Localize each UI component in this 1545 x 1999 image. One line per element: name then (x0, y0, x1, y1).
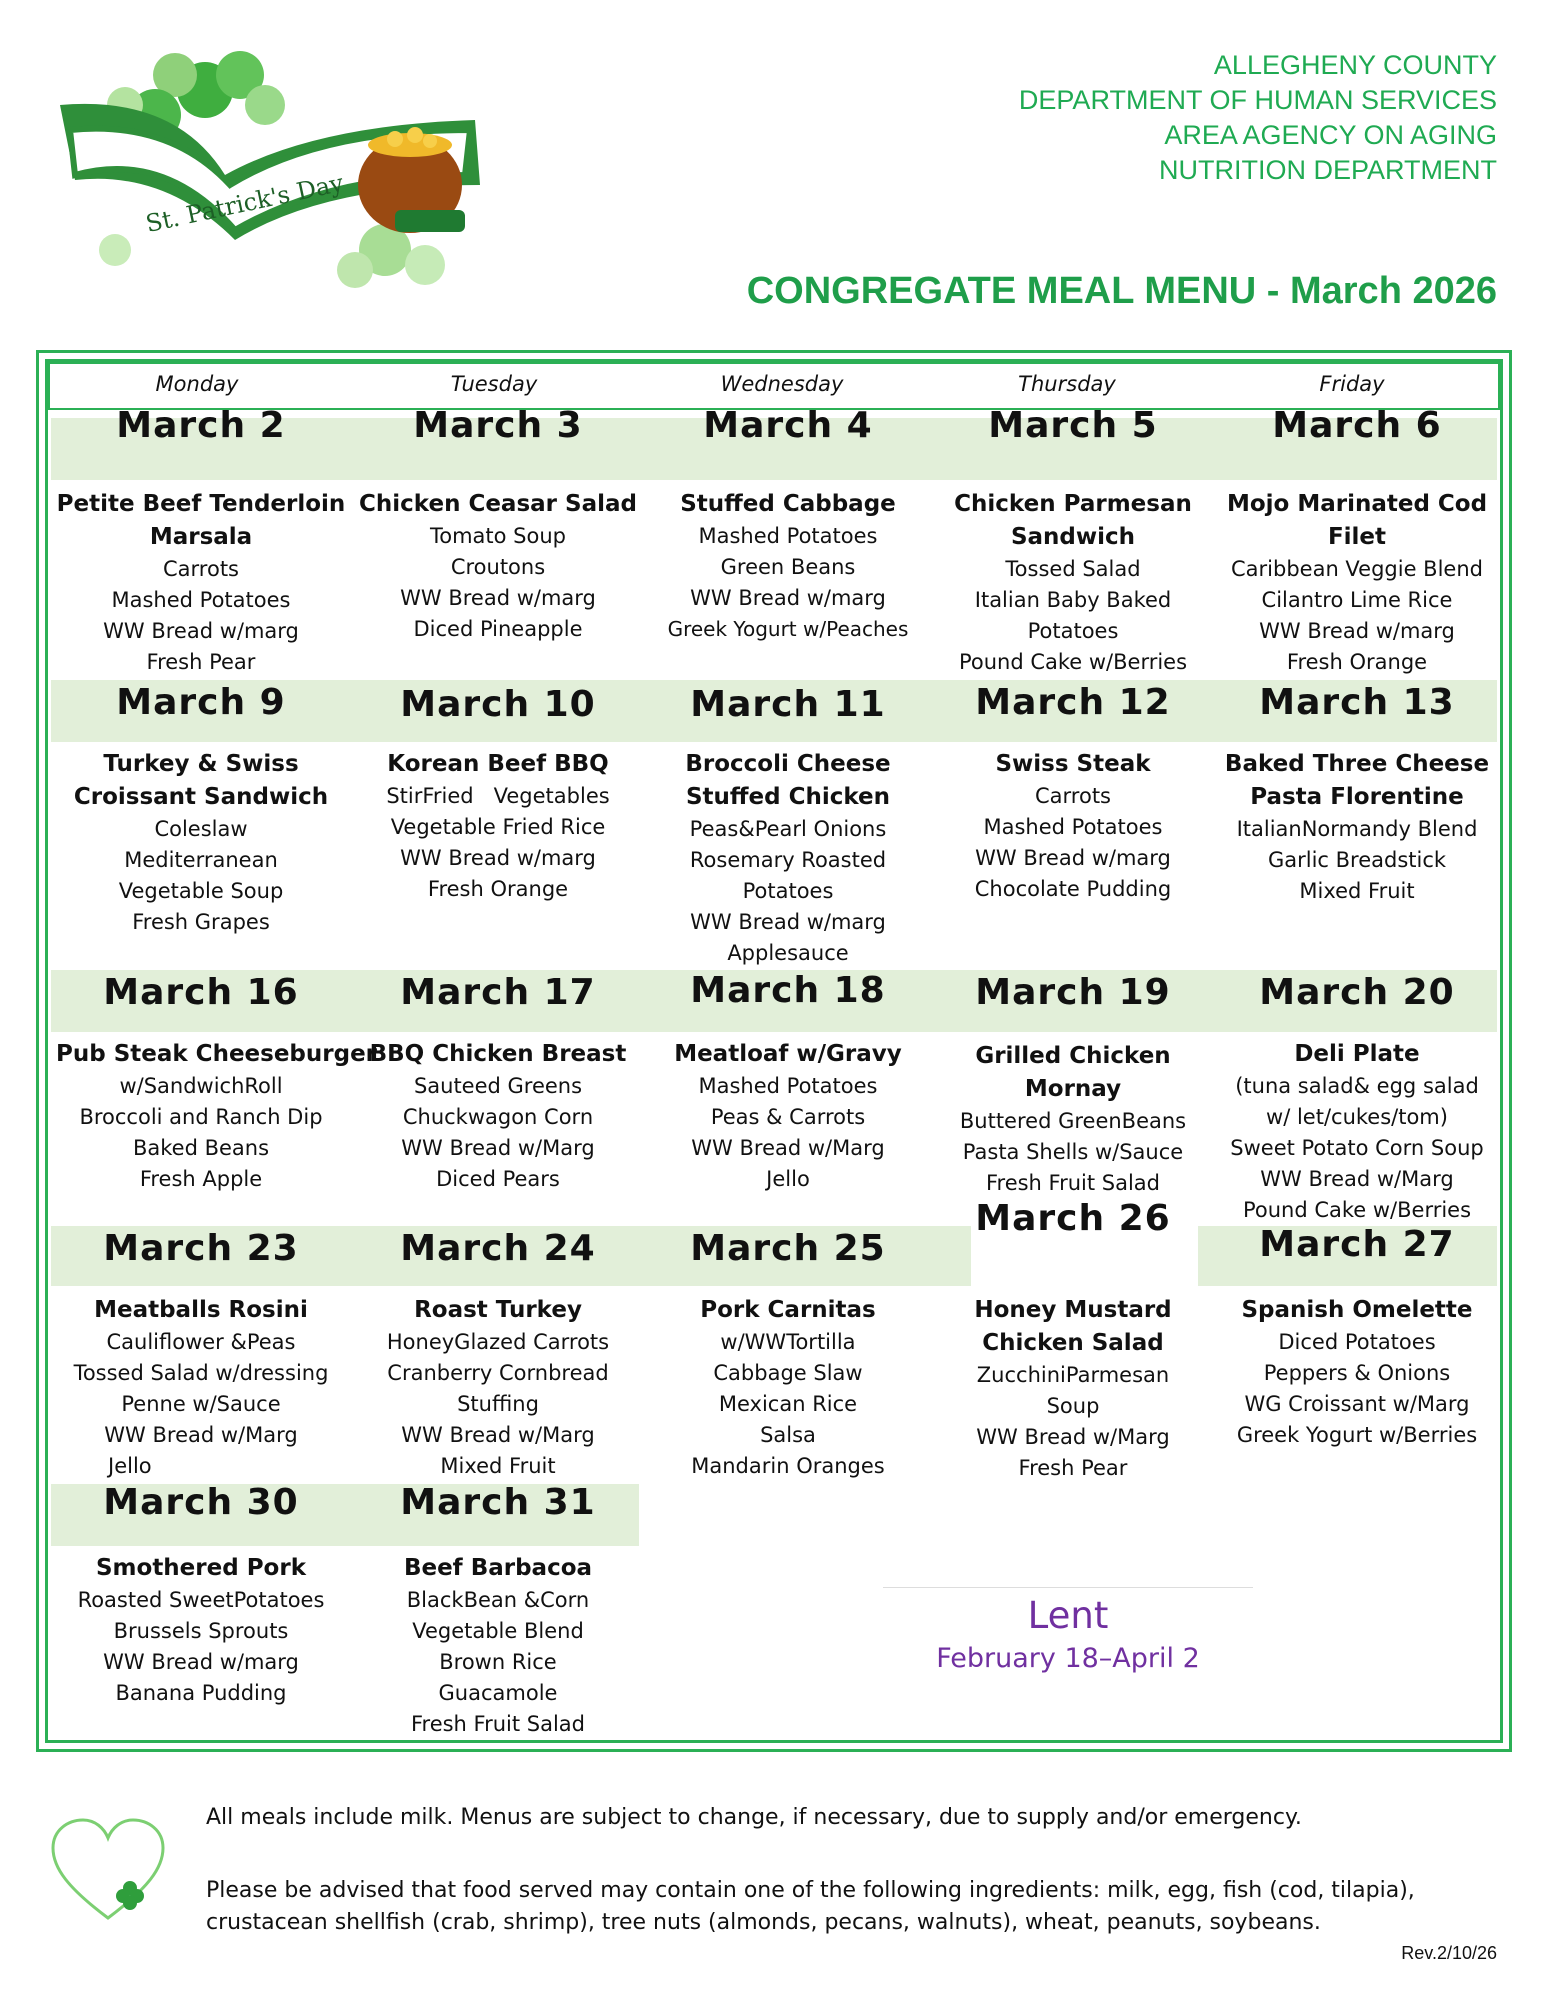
side-item: Greek Yogurt w/Berries (1236, 1423, 1478, 1447)
menu-cell (56, 748, 346, 938)
menu-cell (56, 1294, 346, 1482)
side-item: Diced Potatoes (1278, 1330, 1436, 1354)
menu-cell (928, 1294, 1218, 1484)
side-item: Potatoes (1027, 619, 1119, 643)
side-item: BlackBean &Corn (406, 1588, 590, 1612)
agency-block (1019, 48, 1497, 188)
side-item: Soup (1046, 1394, 1100, 1418)
main-dish: Stuffed Cabbage (680, 491, 896, 517)
weekday-header (48, 362, 1500, 410)
main-dish: Korean Beef BBQ (387, 751, 609, 777)
date-march-17: March 17 (400, 972, 596, 1013)
side-item: Brown Rice (439, 1650, 557, 1674)
side-item: Tossed Salad (1005, 557, 1141, 581)
allergen-note: Please be advised that food served may contain one of the following ingredients: milk, egg, fish (cod, tilapia), crustacean shellfish (crab, shrimp), tree nuts (almonds, pecans, walnuts), wheat, peanuts, soybeans. (206, 1878, 1415, 1935)
main-dish: Pub Steak Cheeseburger (56, 1041, 378, 1067)
side-item: Croutons (450, 555, 546, 579)
side-item: WW Bread w/marg (103, 619, 299, 643)
side-item: Jello (108, 1454, 152, 1478)
side-item: Applesauce (727, 941, 849, 965)
side-item: Sauteed Greens (413, 1074, 583, 1098)
side-item: Peas & Carrots (710, 1105, 866, 1129)
date-march-16: March 16 (103, 972, 299, 1013)
menu-cell (1212, 748, 1502, 907)
date-march-24: March 24 (400, 1228, 596, 1269)
agency-line: AREA AGENCY ON AGING (1164, 120, 1497, 150)
weekday-wednesday: Wednesday (720, 372, 844, 396)
side-item: Guacamole (438, 1681, 558, 1705)
side-item: Cabbage Slaw (713, 1361, 863, 1385)
date-march-20: March 20 (1259, 972, 1455, 1013)
date-march-5: March 5 (988, 405, 1158, 446)
side-item: Tossed Salad w/dressing (73, 1361, 329, 1385)
menu-cell (1212, 1294, 1502, 1451)
side-item: Coleslaw (154, 817, 248, 841)
side-item: Carrots (163, 557, 239, 581)
side-item: Diced Pineapple (413, 617, 583, 641)
side-item: Stuffing (457, 1392, 539, 1416)
side-item: Fresh Apple (139, 1167, 263, 1191)
side-item: WW Bread w/Marg (976, 1425, 1170, 1449)
side-item: WG Croissant w/Marg (1244, 1392, 1470, 1416)
side-item: Cranberry Cornbread (387, 1361, 609, 1385)
date-march-10: March 10 (400, 684, 596, 725)
side-item: Sweet Potato Corn Soup (1230, 1136, 1484, 1160)
side-item: Jello (766, 1167, 810, 1191)
side-item: Rosemary Roasted (689, 848, 887, 872)
side-item: HoneyGlazed Carrots (386, 1330, 610, 1354)
side-item: w/SandwichRoll (119, 1074, 283, 1098)
side-item: WW Bread w/Marg (401, 1423, 595, 1447)
side-item: WW Bread w/Marg (401, 1136, 595, 1160)
menu-cell (353, 488, 643, 645)
side-item: Fresh Pear (146, 650, 256, 674)
side-item: Tomato Soup (429, 524, 566, 548)
side-item: Mandarin Oranges (691, 1454, 885, 1478)
side-item: Peas&Pearl Onions (689, 817, 887, 841)
menu-cell (643, 1294, 933, 1482)
menu-cell (56, 1552, 346, 1709)
main-dish: Beef Barbacoa (403, 1555, 593, 1581)
date-march-3: March 3 (413, 405, 583, 446)
pot-of-gold-icon (358, 127, 465, 233)
weekday-tuesday: Tuesday (450, 372, 538, 396)
menu-cell (56, 1038, 378, 1195)
main-dish: Honey Mustard Chicken Salad (974, 1297, 1172, 1356)
weekday-thursday: Thursday (1018, 372, 1116, 396)
main-dish: Meatballs Rosini (94, 1297, 308, 1323)
date-march-26: March 26 (975, 1198, 1171, 1239)
main-dish: Roast Turkey (414, 1297, 582, 1323)
date-march-18: March 18 (690, 970, 886, 1011)
side-item: Baked Beans (132, 1136, 270, 1160)
main-dish: Swiss Steak (995, 751, 1151, 777)
side-item: Fresh Grapes (132, 910, 270, 934)
st-patricks-day-logo (55, 35, 500, 295)
menu-cell (928, 488, 1218, 678)
side-item: Fresh Pear (1018, 1456, 1128, 1480)
agency-line: NUTRITION DEPARTMENT (1158, 155, 1497, 185)
side-item: Pound Cake w/Berries (1242, 1198, 1472, 1222)
side-item: ItalianNormandy Blend (1236, 817, 1478, 841)
main-dish: Pork Carnitas (700, 1297, 876, 1323)
lent-title: Lent (1027, 1594, 1109, 1637)
side-item: Mashed Potatoes (111, 588, 291, 612)
menu-cell (353, 748, 643, 905)
side-item: Diced Pears (436, 1167, 560, 1191)
side-item: Mediterranean (124, 848, 278, 872)
main-dish: Grilled Chicken Mornay (975, 1043, 1171, 1102)
side-item: Carrots (1035, 784, 1111, 808)
menu-cell (643, 748, 933, 969)
side-item: WW Bread w/marg (103, 1650, 299, 1674)
side-item: StirFried Vegetables (386, 784, 610, 808)
date-march-6: March 6 (1272, 405, 1442, 446)
date-march-25: March 25 (690, 1228, 886, 1269)
side-item: Chocolate Pudding (974, 877, 1172, 901)
side-item: Brussels Sprouts (113, 1619, 289, 1643)
side-item: Fresh Orange (1286, 650, 1428, 674)
menu-cell (1212, 488, 1502, 678)
main-dish: Chicken Ceasar Salad (359, 491, 637, 517)
weekday-monday: Monday (155, 372, 239, 396)
date-march-23: March 23 (103, 1228, 299, 1269)
date-march-11: March 11 (690, 684, 886, 725)
side-item: Mashed Potatoes (698, 1074, 878, 1098)
side-item: Vegetable Soup (118, 879, 284, 903)
main-dish: BBQ Chicken Breast (369, 1041, 627, 1067)
side-item: WW Bread w/marg (400, 846, 596, 870)
side-item: WW Bread w/marg (690, 586, 886, 610)
main-dish: Mojo Marinated Cod Filet (1226, 491, 1488, 550)
side-item: Fresh Fruit Salad (985, 1171, 1161, 1195)
side-item: WW Bread w/marg (690, 910, 886, 934)
menu-cell (1212, 1038, 1502, 1226)
side-item: Green Beans (720, 555, 856, 579)
date-march-19: March 19 (975, 972, 1171, 1013)
side-item: (tuna salad& egg salad (1235, 1074, 1479, 1098)
side-item: ZucchiniParmesan (976, 1363, 1170, 1387)
date-march-9: March 9 (116, 682, 286, 723)
main-dish: Turkey & Swiss Croissant Sandwich (73, 751, 329, 810)
date-march-27: March 27 (1259, 1224, 1455, 1265)
lent-divider (883, 1587, 1253, 1588)
side-item: Pasta Shells w/Sauce (962, 1140, 1184, 1164)
side-item: w/ let/cukes/tom) (1266, 1105, 1448, 1129)
main-dish: Broccoli Cheese Stuffed Chicken (685, 751, 891, 810)
side-item: Mexican Rice (718, 1392, 858, 1416)
menu-title: CONGREGATE MEAL MENU - March 2026 (746, 270, 1497, 312)
side-item: Potatoes (742, 879, 834, 903)
side-item: Vegetable Fried Rice (390, 815, 606, 839)
revision-date: Rev.2/10/26 (1401, 1943, 1497, 1963)
menu-cell (353, 1552, 643, 1740)
menu-cell (353, 1038, 643, 1195)
menu-cell (643, 488, 933, 645)
date-march-30: March 30 (103, 1482, 299, 1523)
side-item: Greek Yogurt w/Peaches (667, 617, 909, 641)
side-item: Broccoli and Ranch Dip (79, 1105, 323, 1129)
side-item: Vegetable Blend (412, 1619, 584, 1643)
main-dish: Deli Plate (1294, 1041, 1420, 1067)
side-item: WW Bread w/Marg (104, 1423, 298, 1447)
side-item: Fresh Orange (427, 877, 569, 901)
date-march-13: March 13 (1259, 682, 1455, 723)
side-item: Buttered GreenBeans (959, 1109, 1187, 1133)
main-dish: Smothered Pork (95, 1555, 306, 1581)
side-item: Cilantro Lime Rice (1261, 588, 1453, 612)
menu-cell (928, 1040, 1218, 1199)
lent-dates: February 18–April 2 (936, 1643, 1200, 1674)
agency-line: DEPARTMENT OF HUMAN SERVICES (1018, 85, 1497, 115)
menu-cell (643, 1038, 933, 1195)
side-item: Chuckwagon Corn (402, 1105, 594, 1129)
side-item: Cauliflower &Peas (106, 1330, 296, 1354)
side-item: Garlic Breadstick (1267, 848, 1447, 872)
menu-cell (928, 748, 1218, 905)
side-item: Mixed Fruit (1299, 879, 1415, 903)
side-item: WW Bread w/marg (400, 586, 596, 610)
side-item: Mashed Potatoes (983, 815, 1163, 839)
side-item: w/WWTortilla (720, 1330, 856, 1354)
main-dish: Meatloaf w/Gravy (674, 1041, 902, 1067)
side-item: WW Bread w/Marg (691, 1136, 885, 1160)
side-item: WW Bread w/marg (1259, 619, 1455, 643)
banner-text: St. Patrick's Day (143, 168, 346, 239)
menu-cell (353, 1294, 643, 1482)
main-dish: Petite Beef Tenderloin Marsala (56, 491, 346, 550)
side-item: WW Bread w/Marg (1260, 1167, 1454, 1191)
side-item: Pound Cake w/Berries (958, 650, 1188, 674)
side-item: Mixed Fruit (440, 1454, 556, 1478)
date-march-2: March 2 (116, 405, 286, 446)
main-dish: Spanish Omelette (1241, 1297, 1473, 1323)
side-item: Penne w/Sauce (121, 1392, 281, 1416)
side-item: Roasted SweetPotatoes (77, 1588, 325, 1612)
side-item: Banana Pudding (115, 1681, 287, 1705)
main-dish: Baked Three Cheese Pasta Florentine (1224, 751, 1490, 810)
weekday-friday: Friday (1319, 372, 1385, 396)
side-item: Peppers & Onions (1263, 1361, 1451, 1385)
main-dish: Chicken Parmesan Sandwich (954, 491, 1192, 550)
side-item: Salsa (760, 1423, 816, 1447)
side-item: Caribbean Veggie Blend (1231, 557, 1483, 581)
agency-line: ALLEGHENY COUNTY (1213, 50, 1497, 80)
side-item: WW Bread w/marg (975, 846, 1171, 870)
date-march-12: March 12 (975, 682, 1171, 723)
date-march-31: March 31 (400, 1482, 596, 1523)
date-march-4: March 4 (703, 405, 873, 446)
side-item: Fresh Fruit Salad (410, 1712, 586, 1736)
milk-note: All meals include milk. Menus are subject to change, if necessary, due to supply and/or emergency. (206, 1805, 1302, 1830)
side-item: Italian Baby Baked (974, 588, 1172, 612)
menu-cell (56, 488, 346, 678)
side-item: Mashed Potatoes (698, 524, 878, 548)
heart-shamrock-icon (48, 1818, 168, 1923)
